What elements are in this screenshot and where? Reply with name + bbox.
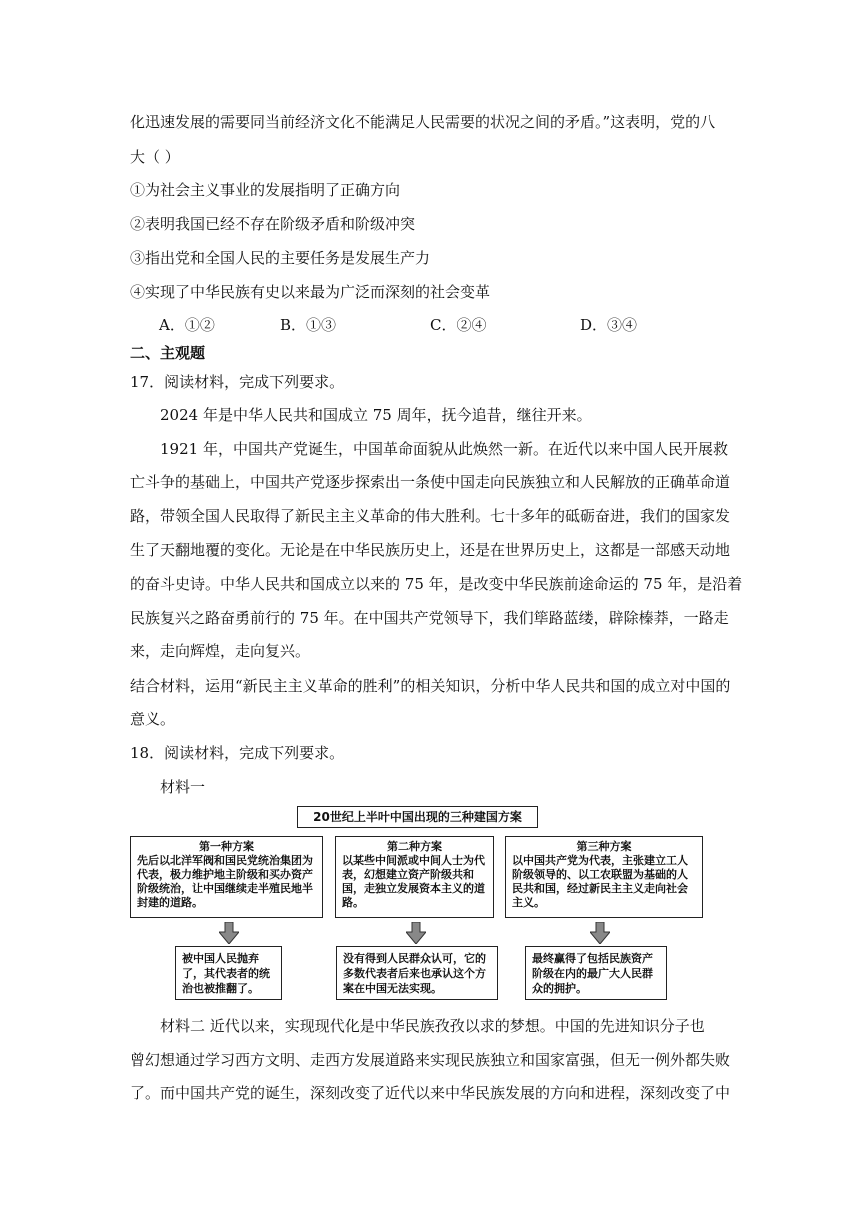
plan-heading: 第二种方案 — [387, 840, 442, 853]
plan-box-1 — [130, 836, 323, 918]
plan-body: 先后以北洋军阀和国民党统治集团为代表，极力维护地主阶级和买办资产阶级统治，让中国继续走半殖民地半封建的道路。 — [137, 854, 313, 909]
down-arrow-icon — [406, 922, 426, 944]
q17-para2-line: 亡斗争的基础上，中国共产党逐步探索出一条使中国走向民族独立和人民解放的正确革命道 — [130, 473, 731, 491]
q17-para2-line: 1921 年，中国共产党诞生，中国革命面貌从此焕然一新。在近代以来中国人民开展救 — [160, 440, 728, 458]
q16-item-4: ④实现了中华民族有史以来最为广泛而深刻的社会变革 — [130, 283, 491, 301]
option-a[interactable]: A．①② — [159, 316, 215, 334]
result-box-1: 被中国人民抛弃了，其代表者的统治也被推翻了。 — [175, 946, 282, 1000]
q16-line2: 大（ ） — [130, 148, 180, 166]
material2-line: 材料二 近代以来，实现现代化是中华民族孜孜以求的梦想。中国的先进知识分子也 — [160, 1017, 705, 1035]
q17-stem: 17．阅读材料，完成下列要求。 — [130, 373, 345, 391]
q17-para1: 2024 年是中华人民共和国成立 75 周年，抚今追昔，继往开来。 — [160, 406, 592, 424]
q17-para2-line: 路，带领全国人民取得了新民主主义革命的伟大胜利。七十多年的砥砺奋进，我们的国家发 — [130, 507, 731, 525]
material2-line: 了。而中国共产党的诞生，深刻改变了近代以来中华民族发展的方向和进程，深刻改变了中 — [130, 1084, 731, 1102]
option-c[interactable]: C．②④ — [430, 316, 487, 334]
plan-heading: 第一种方案 — [199, 840, 254, 853]
plan-box-2 — [335, 836, 494, 918]
plan-body: 以某些中间派或中间人士为代表，幻想建立资产阶级共和国，走独立发展资本主义的道路。 — [342, 854, 485, 909]
plan-body: 以中国共产党为代表，主张建立工人阶级领导的、以工农联盟为基础的人民共和国，经过新民主主义走向社会主义。 — [512, 854, 688, 909]
q16-item-3: ③指出党和全国人民的主要任务是发展生产力 — [130, 249, 431, 267]
q17-para2-line: 的奋斗史诗。中华人民共和国成立以来的 75 年，是改变中华民族前途命运的 75 年，是沿着 — [130, 575, 743, 593]
plan-heading: 第三种方案 — [576, 840, 632, 853]
q17-para2-line: 民族复兴之路奋勇前行的 75 年。在中国共产党领导下，我们筚路蓝缕，辟除榛莽，一路走 — [130, 609, 729, 627]
material1-label: 材料一 — [160, 778, 206, 796]
q17-para2-line: 来，走向辉煌，走向复兴。 — [130, 642, 311, 660]
down-arrow-icon — [219, 922, 239, 944]
diagram-title: 20世纪上半叶中国出现的三种建国方案 — [297, 806, 538, 828]
q16-item-2: ②表明我国已经不存在阶级矛盾和阶级冲突 — [130, 215, 416, 233]
q17-task-line: 结合材料，运用“新民主主义革命的胜利”的相关知识，分析中华人民共和国的成立对中国的 — [130, 677, 731, 695]
q16-item-1: ①为社会主义事业的发展指明了正确方向 — [130, 181, 401, 199]
down-arrow-icon — [590, 922, 610, 944]
q17-task-line: 意义。 — [130, 710, 176, 728]
result-box-2: 没有得到人民群众认可，它的多数代表者后来也承认这个方案在中国无法实现。 — [336, 946, 498, 1000]
plan-box-3 — [505, 836, 703, 918]
q16-line1: 化迅速发展的需要同当前经济文化不能满足人民需要的状况之间的矛盾。”这表明，党的八 — [130, 113, 716, 131]
option-b[interactable]: B．①③ — [280, 316, 337, 334]
q17-para2-line: 生了天翻地覆的变化。无论是在中华民族历史上，还是在世界历史上，这都是一部感天动地 — [130, 541, 731, 559]
option-d[interactable]: D．③④ — [580, 316, 638, 334]
result-box-3: 最终赢得了包括民族资产阶级在内的最广大人民群众的拥护。 — [525, 946, 667, 1000]
section-title: 二、主观题 — [130, 344, 206, 362]
q18-stem: 18．阅读材料，完成下列要求。 — [130, 744, 345, 762]
material2-line: 曾幻想通过学习西方文明、走西方发展道路来实现民族独立和国家富强，但无一例外都失败 — [130, 1051, 731, 1069]
